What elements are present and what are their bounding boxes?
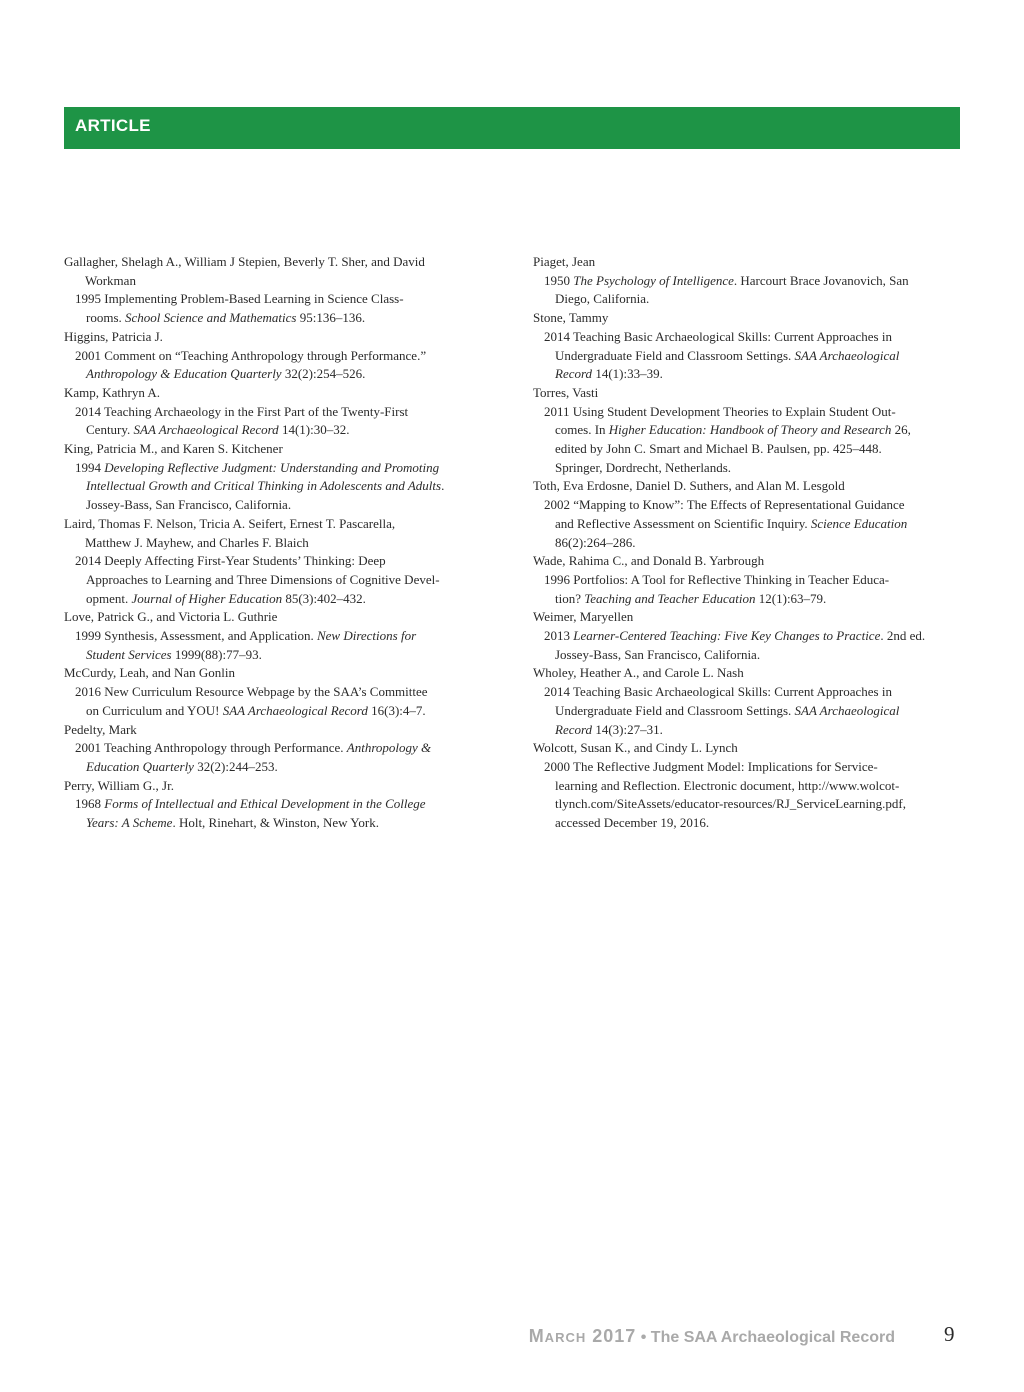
reference-author: Piaget, Jean — [533, 254, 596, 269]
reference-line: Undergraduate Field and Classroom Settings. SAA Archaeological — [555, 347, 900, 363]
reference-entry — [533, 571, 963, 608]
reference-line: Education Quarterly 32(2):244–253. — [86, 758, 278, 774]
reference-entry — [64, 403, 494, 440]
reference-author: Wolcott, Susan K., and Cindy L. Lynch — [533, 740, 738, 756]
reference-line: Century. SAA Archaeological Record 14(1):30–32. — [86, 422, 350, 438]
reference-entry — [533, 403, 963, 478]
reference-entry — [64, 683, 494, 720]
footer-publication: The SAA Archaeological Record — [650, 1329, 895, 1346]
reference-line: 2013 Learner-Centered Teaching: Five Key Changes to Practice. 2nd ed. — [544, 628, 926, 644]
reference-line: rooms. School Science and Mathematics 95:136–136. — [86, 310, 366, 326]
page-footer — [420, 1326, 895, 1347]
footer-separator: • — [640, 1329, 647, 1346]
reference-entry — [533, 683, 963, 739]
reference-line: 1950 The Psychology of Intelligence. Harcourt Brace Jovanovich, San — [544, 272, 909, 288]
reference-line: 2014 Teaching Basic Archaeological Skills: Current Approaches in — [544, 684, 892, 700]
reference-entry — [533, 272, 963, 309]
reference-line: 86(2):264–286. — [555, 534, 636, 550]
section-label: ARTICLE — [75, 116, 151, 135]
reference-line: on Curriculum and YOU! SAA Archaeological Record 16(3):4–7. — [86, 702, 426, 718]
reference-line: 2011 Using Student Development Theories to Explain Student Out- — [544, 403, 896, 419]
reference-line: 1999 Synthesis, Assessment, and Application. New Directions for — [75, 628, 417, 644]
reference-author: Perry, William G., Jr. — [64, 777, 174, 793]
reference-line: 2001 Teaching Anthropology through Performance. Anthropology & — [75, 740, 432, 756]
reference-entry — [64, 552, 494, 608]
reference-line: 2014 Deeply Affecting First-Year Students’ Thinking: Deep — [75, 553, 386, 569]
reference-line: Undergraduate Field and Classroom Settings. SAA Archaeological — [555, 702, 900, 718]
reference-author: Weimer, Maryellen — [533, 609, 634, 625]
reference-line: 2014 Teaching Basic Archaeological Skills: Current Approaches in — [544, 328, 892, 344]
reference-author: McCurdy, Leah, and Nan Gonlin — [64, 665, 236, 681]
reference-author: Love, Patrick G., and Victoria L. Guthrie — [64, 609, 278, 625]
reference-line: learning and Reflection. Electronic document, http://www.wolcot- — [555, 777, 900, 793]
section-banner — [64, 107, 960, 149]
reference-author: Toth, Eva Erdosne, Daniel D. Suthers, and Alan M. Lesgold — [533, 478, 845, 494]
reference-author: Torres, Vasti — [533, 384, 599, 400]
reference-author: Stone, Tammy — [533, 310, 609, 326]
reference-author: Wholey, Heather A., and Carole L. Nash — [533, 665, 744, 681]
reference-line: Student Services 1999(88):77–93. — [86, 646, 262, 662]
reference-line: accessed December 19, 2016. — [555, 815, 710, 831]
reference-line: comes. In Higher Education: Handbook of Theory and Research 26, — [555, 422, 911, 438]
reference-entry — [533, 328, 963, 384]
reference-line: Intellectual Growth and Critical Thinking in Adolescents and Adults. — [86, 478, 445, 494]
reference-line: 2002 “Mapping to Know”: The Effects of Representational Guidance — [544, 497, 905, 513]
reference-entry — [64, 347, 494, 384]
reference-line: 2001 Comment on “Teaching Anthropology through Performance.” — [75, 347, 427, 363]
reference-author: Gallagher, Shelagh A., William J Stepien, Beverly T. Sher, and David Workman — [64, 254, 425, 288]
reference-entry — [64, 459, 494, 515]
reference-author: Wade, Rahima C., and Donald B. Yarbrough — [533, 553, 765, 569]
reference-line: edited by John C. Smart and Michael B. Paulsen, pp. 425–448. — [555, 441, 882, 457]
reference-line: Record 14(1):33–39. — [555, 366, 663, 382]
page-number: 9 — [944, 1322, 955, 1346]
reference-entry — [64, 739, 494, 776]
reference-line: Jossey-Bass, San Francisco, California. — [86, 497, 292, 513]
reference-entry — [64, 627, 494, 664]
reference-line: Springer, Dordrecht, Netherlands. — [555, 459, 732, 475]
reference-entry — [533, 496, 963, 552]
references-column-right — [533, 253, 963, 833]
reference-line: opment. Journal of Higher Education 85(3):402–432. — [86, 590, 366, 606]
reference-line: Diego, California. — [555, 291, 650, 307]
reference-line: Jossey-Bass, San Francisco, California. — [555, 646, 761, 662]
reference-line: and Reflective Assessment on Scientific Inquiry. Science Education — [555, 515, 908, 531]
reference-line: Years: A Scheme. Holt, Rinehart, & Winston, New York. — [86, 815, 379, 831]
reference-line: 1994 Developing Reflective Judgment: Understanding and Promoting — [75, 459, 440, 475]
reference-entry — [64, 795, 494, 832]
reference-line: tion? Teaching and Teacher Education 12(1):63–79. — [555, 590, 827, 606]
reference-line: 1995 Implementing Problem-Based Learning in Science Class- — [75, 291, 404, 307]
reference-entry — [533, 627, 963, 664]
reference-line: 1996 Portfolios: A Tool for Reflective Thinking in Teacher Educa- — [544, 571, 890, 587]
reference-line: 2000 The Reflective Judgment Model: Implications for Service- — [544, 758, 878, 774]
references-column-left — [64, 253, 494, 833]
reference-entry — [533, 758, 963, 833]
reference-line: 2016 New Curriculum Resource Webpage by the SAA’s Committee — [75, 684, 428, 700]
reference-author: Laird, Thomas F. Nelson, Tricia A. Seifert, Ernest T. Pascarella, Matthew J. Mayhew, and Charles F. Blaich — [64, 515, 396, 550]
reference-line: 1968 Forms of Intellectual and Ethical Development in the College — [75, 796, 426, 812]
reference-line: Record 14(3):27–31. — [555, 721, 663, 737]
reference-author: King, Patricia M., and Karen S. Kitchener — [64, 441, 283, 457]
reference-line: Approaches to Learning and Three Dimensions of Cognitive Devel- — [86, 571, 440, 587]
reference-author: Pedelty, Mark — [64, 721, 137, 737]
reference-line: Anthropology & Education Quarterly 32(2):254–526. — [86, 366, 366, 382]
reference-entry — [64, 290, 494, 327]
reference-line: 2014 Teaching Archaeology in the First Part of the Twenty-First — [75, 403, 409, 419]
reference-author: Higgins, Patricia J. — [64, 328, 163, 344]
footer-month: March 2017 — [528, 1326, 637, 1346]
reference-author: Kamp, Kathryn A. — [64, 384, 161, 400]
reference-line: tlynch.com/SiteAssets/educator-resources/RJ_ServiceLearning.pdf, — [555, 796, 906, 812]
